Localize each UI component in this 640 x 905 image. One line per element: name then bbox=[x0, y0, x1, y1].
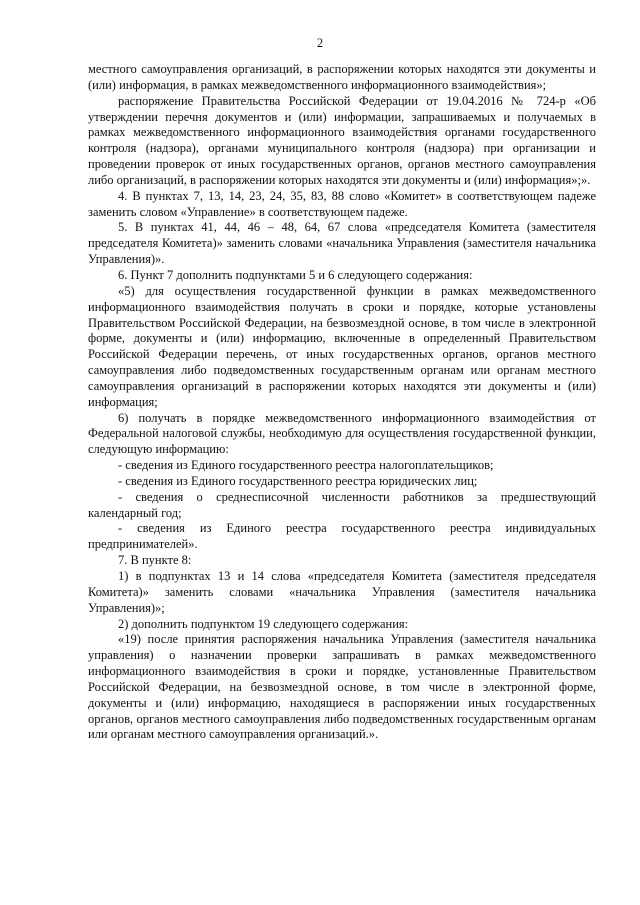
paragraph: 7. В пункте 8: bbox=[118, 553, 192, 568]
list-item: - сведения из Единого государственного реестра юридических лиц; bbox=[118, 473, 478, 488]
paragraph: 5. В пунктах 41, 44, 46 – 48, 64, 67 слова «председателя Комитета (заместителя председателя Комитета)» заменить словами «начальника Управления (заместителя начальника Управления)». bbox=[88, 220, 596, 267]
paragraph: местного самоуправления организаций, в распоряжении которых находятся эти документы и (или) информация, в рамках межведомственного информационного взаимодействия»; bbox=[88, 62, 596, 92]
paragraph: 2) дополнить подпунктом 19 следующего содержания: bbox=[118, 616, 409, 631]
paragraph: «5) для осуществления государственной функции в рамках межведомственного информационного взаимодействия получать в сроки и порядке, которые установлены Правительством Российской Федерации, на безвозмездной основе, в том числе в электронной форме, документы и (или) информацию, включенные в определенный Правительством Российской Федерации перечень, от иных государственных органов, органов местного самоуправления либо подведомственных государственным органам или органам местного самоуправления организаций в распоряжении которых находятся эти документы и (или) информация; bbox=[88, 283, 596, 409]
page-number: 2 bbox=[316, 36, 324, 50]
document-body bbox=[88, 62, 596, 743]
paragraph: 6) получать в порядке межведомственного информационного взаимодействия от Федеральной налоговой службы, необходимую для осуществления государственной функции, следующую информацию: bbox=[88, 410, 596, 457]
paragraph: распоряжение Правительства Российской Федерации от 19.04.2016 № 724-р «Об утверждении перечня документов и (или) информации, запрашиваемых и получаемых в рамках межведомственного информационного взаимодействия органами государственного контроля (надзора), органами муниципального контроля (надзора) при организации и проведении проверок от иных государственных органов, органов местного самоуправления либо организаций, в распоряжении которых находятся эти документы и (или) информация»;». bbox=[88, 93, 596, 187]
paragraph: 4. В пунктах 7, 13, 14, 23, 24, 35, 83, 88 слово «Комитет» в соответствующем падеже заменить словом «Управление» в соответствующем падеже. bbox=[88, 188, 596, 219]
list-item: - сведения о среднесписочной численности работников за предшествующий календарный год; bbox=[88, 489, 596, 520]
paragraph: «19) после принятия распоряжения начальника Управления (заместителя начальника управления) о назначении проверки запрашивать в рамках межведомственного информационного взаимодействия в сроки и порядке, установленные Правительством Российской Федерации, на безвозмездной основе, в том числе в электронной форме, документы и (или) информацию, находящиеся в распоряжении иных государственных органов, органов местного самоуправления либо подведомственных государственным органам или органам местного самоуправления организаций.». bbox=[88, 632, 596, 742]
list-item: - сведения из Единого государственного реестра налогоплательщиков; bbox=[118, 458, 494, 473]
paragraph: 6. Пункт 7 дополнить подпунктами 5 и 6 следующего содержания: bbox=[118, 267, 473, 282]
list-item: - сведения из Единого реестра государственного реестра индивидуальных предпринимателей». bbox=[88, 521, 596, 552]
paragraph: 1) в подпунктах 13 и 14 слова «председателя Комитета (заместителя председателя Комитета)» заменить словами «начальника Управления (заместителя начальника Управления)»; bbox=[88, 569, 596, 615]
